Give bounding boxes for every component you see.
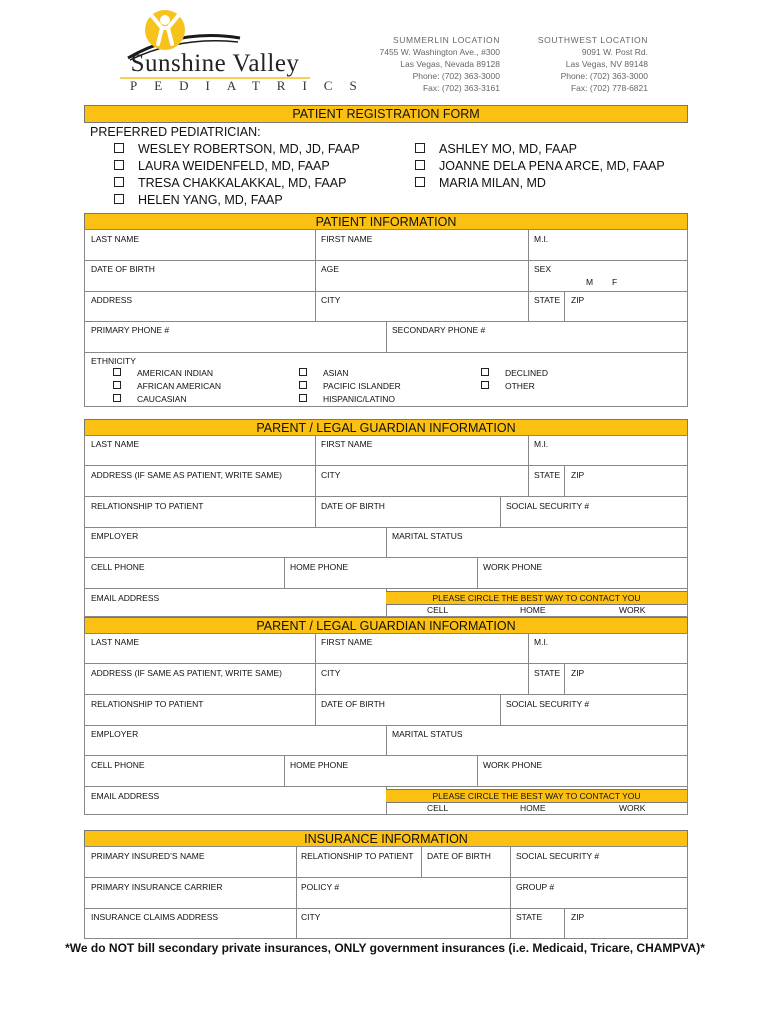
contact-home-option[interactable]: HOME bbox=[520, 605, 546, 615]
guardian-home-field[interactable]: HOME PHONE bbox=[290, 562, 349, 572]
sex-m-option[interactable]: M bbox=[586, 277, 594, 287]
guardian-cell-field[interactable]: CELL PHONE bbox=[91, 760, 145, 770]
southwest-location bbox=[538, 34, 648, 94]
location-line: Fax: (702) 363-3161 bbox=[422, 83, 500, 93]
insured-dob-field[interactable]: DATE OF BIRTH bbox=[427, 851, 491, 861]
checkbox[interactable] bbox=[114, 194, 124, 204]
location-line: 9091 W. Post Rd. bbox=[581, 47, 648, 57]
dob-field[interactable]: DATE OF BIRTH bbox=[91, 264, 155, 274]
checkbox[interactable] bbox=[114, 177, 124, 187]
group-number-field[interactable]: GROUP # bbox=[516, 882, 555, 892]
guardian-mi-field[interactable]: M.I. bbox=[534, 439, 549, 449]
guardian-last-name-field[interactable]: LAST NAME bbox=[91, 637, 140, 647]
contact-preference-banner: PLEASE CIRCLE THE BEST WAY TO CONTACT YOU bbox=[386, 591, 687, 605]
checkbox[interactable] bbox=[114, 143, 124, 153]
primary-insured-field[interactable]: PRIMARY INSURED’S NAME bbox=[91, 851, 205, 861]
insurance-grid bbox=[84, 846, 688, 939]
preferred-left-list bbox=[114, 141, 360, 209]
ethnicity-label: ETHNICITY bbox=[91, 356, 136, 366]
guardian-work-field[interactable]: WORK PHONE bbox=[483, 562, 543, 572]
preferred-right-list bbox=[415, 141, 665, 192]
ethnicity-col3 bbox=[481, 367, 548, 393]
guardian-home-field[interactable]: HOME PHONE bbox=[290, 760, 349, 770]
checkbox[interactable] bbox=[113, 368, 121, 376]
guardian-1-grid bbox=[84, 435, 688, 617]
guardian-employer-field[interactable]: EMPLOYER bbox=[91, 531, 139, 541]
checkbox[interactable] bbox=[481, 368, 489, 376]
zip-field[interactable]: ZIP bbox=[571, 295, 585, 305]
location-line: Las Vegas, Nevada 89128 bbox=[400, 59, 500, 69]
sex-f-option[interactable]: F bbox=[612, 277, 618, 287]
guardian-state-field[interactable]: STATE bbox=[534, 668, 561, 678]
checkbox[interactable] bbox=[299, 381, 307, 389]
patient-info-header: PATIENT INFORMATION bbox=[84, 213, 688, 230]
contact-work-option[interactable]: WORK bbox=[619, 605, 646, 615]
checkbox[interactable] bbox=[114, 160, 124, 170]
checkbox[interactable] bbox=[113, 394, 121, 402]
checkbox[interactable] bbox=[415, 143, 425, 153]
claims-zip-field[interactable]: ZIP bbox=[571, 912, 585, 922]
guardian-mi-field[interactable]: M.I. bbox=[534, 637, 549, 647]
doctor-name: WESLEY ROBERTSON, MD, JD, FAAP bbox=[138, 142, 360, 156]
sex-field[interactable]: SEX bbox=[534, 264, 552, 274]
guardian-first-name-field[interactable]: FIRST NAME bbox=[321, 439, 373, 449]
first-name-field[interactable]: FIRST NAME bbox=[321, 234, 373, 244]
state-field[interactable]: STATE bbox=[534, 295, 561, 305]
logo-subtitle: PEDIATRICS bbox=[130, 78, 374, 93]
location-title: SOUTHWEST LOCATION bbox=[537, 35, 648, 45]
contact-cell-option[interactable]: CELL bbox=[427, 803, 449, 813]
guardian-work-field[interactable]: WORK PHONE bbox=[483, 760, 543, 770]
address-field[interactable]: ADDRESS bbox=[91, 295, 133, 305]
contact-work-option[interactable]: WORK bbox=[619, 803, 646, 813]
guardian-address-field[interactable]: ADDRESS (IF SAME AS PATIENT, WRITE SAME) bbox=[91, 668, 282, 678]
ethnicity-option: OTHER bbox=[505, 381, 535, 391]
location-line: Las Vegas, NV 89148 bbox=[565, 59, 648, 69]
summerlin-location bbox=[380, 34, 501, 94]
guardian-zip-field[interactable]: ZIP bbox=[571, 668, 585, 678]
guardian-marital-field[interactable]: MARITAL STATUS bbox=[392, 531, 463, 541]
claims-city-field[interactable]: CITY bbox=[301, 912, 321, 922]
guardian-city-field[interactable]: CITY bbox=[321, 668, 341, 678]
city-field[interactable]: CITY bbox=[321, 295, 341, 305]
ethnicity-option: DECLINED bbox=[505, 368, 548, 378]
preferred-label: PREFERRED PEDIATRICIAN: bbox=[90, 125, 261, 139]
doctor-name: MARIA MILAN, MD bbox=[439, 176, 546, 190]
ethnicity-col2 bbox=[299, 367, 401, 406]
age-field[interactable]: AGE bbox=[321, 264, 339, 274]
ethnicity-option: AMERICAN INDIAN bbox=[137, 368, 214, 378]
ethnicity-option: AFRICAN AMERICAN bbox=[137, 381, 222, 391]
ethnicity-option: PACIFIC ISLANDER bbox=[323, 381, 401, 391]
checkbox[interactable] bbox=[415, 160, 425, 170]
form-title: PATIENT REGISTRATION FORM bbox=[84, 105, 688, 123]
contact-cell-option[interactable]: CELL bbox=[427, 605, 449, 615]
checkbox[interactable] bbox=[415, 177, 425, 187]
guardian-relationship-field[interactable]: RELATIONSHIP TO PATIENT bbox=[91, 501, 204, 511]
checkbox[interactable] bbox=[299, 394, 307, 402]
location-line: Phone: (702) 363-3000 bbox=[560, 71, 648, 81]
last-name-field[interactable]: LAST NAME bbox=[91, 234, 140, 244]
insurance-carrier-field[interactable]: PRIMARY INSURANCE CARRIER bbox=[91, 882, 223, 892]
insured-ssn-field[interactable]: SOCIAL SECURITY # bbox=[516, 851, 600, 861]
primary-phone-field[interactable]: PRIMARY PHONE # bbox=[91, 325, 170, 335]
guardian-2-header: PARENT / LEGAL GUARDIAN INFORMATION bbox=[84, 617, 688, 634]
guardian-dob-field[interactable]: DATE OF BIRTH bbox=[321, 501, 385, 511]
logo-name: Sunshine Valley bbox=[130, 50, 300, 77]
location-line: 7455 W. Washington Ave., #300 bbox=[379, 47, 500, 57]
location-title: SUMMERLIN LOCATION bbox=[393, 35, 500, 45]
insured-relationship-field[interactable]: RELATIONSHIP TO PATIENT bbox=[301, 851, 414, 861]
guardian-cell-field[interactable]: CELL PHONE bbox=[91, 562, 145, 572]
location-line: Fax: (702) 778-6821 bbox=[570, 83, 648, 93]
guardian-email-field[interactable]: EMAIL ADDRESS bbox=[91, 791, 160, 801]
doctor-name: ASHLEY MO, MD, FAAP bbox=[439, 142, 578, 156]
doctor-name: HELEN YANG, MD, FAAP bbox=[138, 193, 283, 207]
insurance-header: INSURANCE INFORMATION bbox=[84, 830, 688, 847]
doctor-name: JOANNE DELA PENA ARCE, MD, FAAP bbox=[439, 159, 665, 173]
guardian-last-name-field[interactable]: LAST NAME bbox=[91, 439, 140, 449]
checkbox[interactable] bbox=[113, 381, 121, 389]
guardian-zip-field[interactable]: ZIP bbox=[571, 470, 585, 480]
patient-info-grid bbox=[84, 229, 688, 407]
guardian-marital-field[interactable]: MARITAL STATUS bbox=[392, 729, 463, 739]
guardian-city-field[interactable]: CITY bbox=[321, 470, 341, 480]
secondary-phone-field[interactable]: SECONDARY PHONE # bbox=[392, 325, 486, 335]
ethnicity-option: HISPANIC/LATINO bbox=[323, 394, 395, 404]
policy-number-field[interactable]: POLICY # bbox=[301, 882, 340, 892]
guardian-email-field[interactable]: EMAIL ADDRESS bbox=[91, 593, 160, 603]
doctor-name: TRESA CHAKKALAKKAL, MD, FAAP bbox=[138, 176, 347, 190]
guardian-employer-field[interactable]: EMPLOYER bbox=[91, 729, 139, 739]
checkbox[interactable] bbox=[299, 368, 307, 376]
guardian-first-name-field[interactable]: FIRST NAME bbox=[321, 637, 373, 647]
guardian-dob-field[interactable]: DATE OF BIRTH bbox=[321, 699, 385, 709]
guardian-relationship-field[interactable]: RELATIONSHIP TO PATIENT bbox=[91, 699, 204, 709]
checkbox[interactable] bbox=[481, 381, 489, 389]
guardian-2-grid bbox=[84, 633, 688, 815]
claims-address-field[interactable]: INSURANCE CLAIMS ADDRESS bbox=[91, 912, 219, 922]
guardian-state-field[interactable]: STATE bbox=[534, 470, 561, 480]
doctor-name: LAURA WEIDENFELD, MD, FAAP bbox=[138, 159, 330, 173]
ethnicity-col1 bbox=[113, 367, 221, 406]
claims-state-field[interactable]: STATE bbox=[516, 912, 543, 922]
guardian-ssn-field[interactable]: SOCIAL SECURITY # bbox=[506, 501, 590, 511]
insurance-note: *We do NOT bill secondary private insurances, ONLY government insurances (i.e. Medicaid, Tricare, CHAMPVA)* bbox=[65, 941, 705, 955]
contact-home-option[interactable]: HOME bbox=[520, 803, 546, 813]
contact-preference-banner: PLEASE CIRCLE THE BEST WAY TO CONTACT YOU bbox=[386, 789, 687, 803]
ethnicity-option: ASIAN bbox=[323, 368, 349, 378]
location-line: Phone: (702) 363-3000 bbox=[412, 71, 500, 81]
guardian-address-field[interactable]: ADDRESS (IF SAME AS PATIENT, WRITE SAME) bbox=[91, 470, 282, 480]
guardian-1-header: PARENT / LEGAL GUARDIAN INFORMATION bbox=[84, 419, 688, 436]
guardian-ssn-field[interactable]: SOCIAL SECURITY # bbox=[506, 699, 590, 709]
mi-field[interactable]: M.I. bbox=[534, 234, 549, 244]
ethnicity-option: CAUCASIAN bbox=[137, 394, 187, 404]
